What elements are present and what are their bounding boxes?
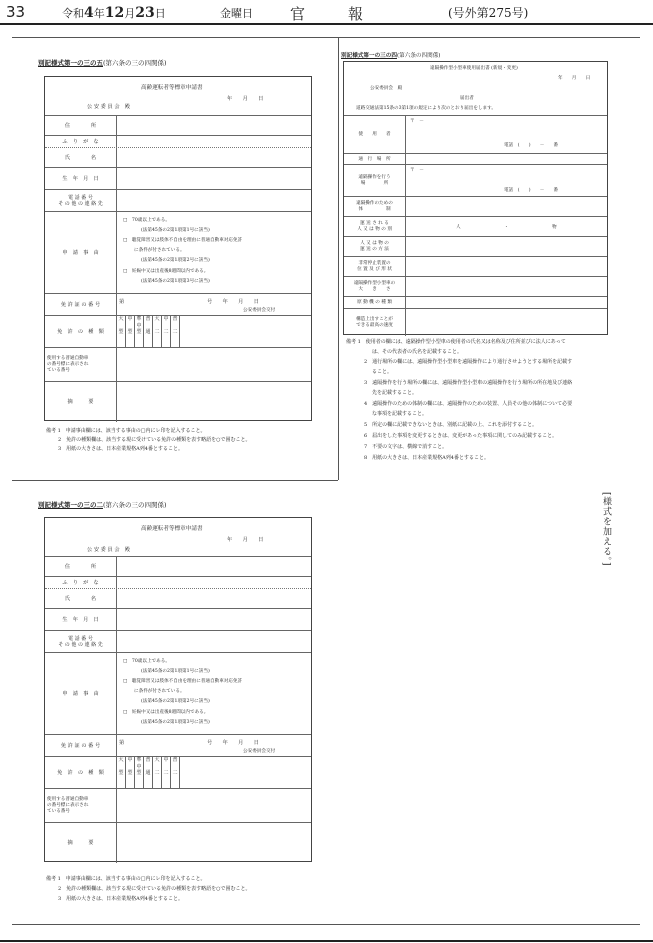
form-a-license-grid[interactable]: 大 型 中 型 準 中 型 普 通 大 二 中 二 普 二	[117, 316, 180, 348]
form-b-reason-1[interactable]: □ 70歳以上である。	[123, 659, 170, 664]
weekday: 金曜日	[220, 7, 253, 20]
form-a-addressee: 公 安 委 員 会 殿	[87, 104, 130, 110]
form-a-row-license-no: 免 許 証 の 番 号	[45, 294, 117, 316]
form-c-note-4: 4 遠隔操作のための体制の欄には、遠隔操作のための装置、人員その他の体制について必要	[364, 401, 573, 407]
form-c-note-8: 8 用紙の大きさは、日本産業規格A列4番とすること。	[364, 455, 489, 461]
form-a-row-reason: 申 請 事 由	[45, 212, 117, 294]
form-c-row-system: 遠隔操作のための 体 制	[344, 197, 406, 217]
paper-name: 官 報	[290, 5, 378, 23]
form-b-heading: 別記様式第一の三の二(第六条の三の四関係)	[38, 501, 167, 509]
form-b-label: 別記様式第一の三の二	[38, 501, 103, 509]
form-a-heading: 別記様式第一の三の五(第六条の三の四関係)	[38, 59, 167, 67]
form-b-row-license-no: 免 許 証 の 番 号	[45, 735, 117, 757]
form-b-box: 高齢運転者等標章申請書 年 月 日 公 安 委 員 会 殿 住 所 ふ り が な 氏 名 生 年 月 日 電 話 番 号 そ の 他 の 連 絡 先 申 請 事 由 □ 70歳以上である。 (法第45条の2第1項第1号に該当) □ 聴覚障害又は肢体不自由を理由に普通自動車対応免許 に条件が付されている。 (法第45条の2第1項第2号に該当) □ 妊娠中又は出産後8週間以内である。 (法第45条の2第1項第3号に該当) 免 許 証 の 番 号 第 号 年 月 日 公安委員会交付 免 許 の 種 類 大 型 中 型 準 中 型 普 通 大 二 中 二 普 二 使用する普通自動車 の番号標に表示され ている番号 摘 要	[44, 517, 312, 862]
form-a-label: 別記様式第一の三の五	[38, 59, 103, 67]
issue-number: (号外第275号)	[448, 6, 529, 20]
form-c-heading: 別記様式第一の三の四(第六条の四関係)	[341, 53, 441, 59]
form-b-date: 年 月 日	[227, 537, 264, 543]
frame-divider	[338, 37, 339, 480]
form-c-row-user: 使 用 者	[344, 116, 406, 154]
form-b-license-grid[interactable]: 大 型 中 型 準 中 型 普 通 大 二 中 二 普 二	[117, 757, 180, 789]
form-a-title: 高齢運転者等標章申請書	[141, 85, 203, 91]
form-a-row-plate: 使用する普通自動車 の番号標に表示され ている番号	[45, 348, 117, 382]
form-a-row-remarks: 摘 要	[45, 382, 117, 422]
page-header	[0, 0, 653, 24]
form-c-date: 年 月 日	[558, 76, 591, 81]
form-c-note-5: 5 所定の欄に記載できないときは、別紙に記載の上、これを添付すること。	[364, 422, 538, 428]
form-b-row-contact: 電 話 番 号 そ の 他 の 連 絡 先	[45, 631, 117, 653]
form-c-statement: 道路交通法第15条の3第1項の規定により次のとおり届出をします。	[356, 106, 496, 111]
form-c-note-7: 7 不要の文字は、横線で消すこと。	[364, 444, 448, 450]
form-a-note-2: 2 免許の種類欄は、該当する現に受けている免許の種類を表す略語を○で囲むこと。	[58, 437, 251, 443]
form-c-note-2: 2 通行場所の欄には、遠隔操作型小型車を遠隔操作により通行させようとする場所を記載す	[364, 359, 573, 365]
issue-date: 令和4年12月23日	[62, 5, 166, 21]
form-a-note-3: 3 用紙の大きさは、日本産業規格A列4番とすること。	[58, 446, 183, 452]
form-b-note-1: 備考 1 申請事由欄には、該当する事由の□内にレ印を記入すること。	[46, 876, 206, 882]
form-b-note-3: 3 用紙の大きさは、日本産業規格A列4番とすること。	[58, 896, 183, 902]
frame-middle-rule	[12, 480, 338, 481]
form-b-addressee: 公 安 委 員 会 殿	[87, 547, 130, 553]
form-a-row-name: 氏 名	[45, 148, 117, 168]
form-a-note-1: 備考 1 申請事由欄には、該当する事由の□内にレ印を記入すること。	[46, 428, 206, 434]
form-a-row-furigana: ふ り が な	[45, 136, 117, 148]
header-rule	[0, 23, 653, 25]
form-a-reason-1[interactable]: □ 70歳以上である。	[123, 218, 170, 223]
form-a-reason-3[interactable]: □ 妊娠中又は出産後8週間以内である。	[123, 269, 209, 274]
form-b-reason-2[interactable]: □ 聴覚障害又は肢体不自由を理由に普通自動車対応免許	[123, 679, 243, 684]
form-b-row-furigana: ふ り が な	[45, 577, 117, 589]
form-a-row-license-type: 免 許 の 種 類	[45, 316, 117, 348]
form-b-row-remarks: 摘 要	[45, 823, 117, 863]
form-b-title: 高齢運転者等標章申請書	[141, 526, 203, 532]
form-c-row-route: 通 行 場 所	[344, 154, 406, 165]
page-number: 33	[6, 3, 26, 21]
form-b-row-plate: 使用する普通自動車 の番号標に表示され ている番号	[45, 789, 117, 823]
form-c-submitter: 届出者	[460, 96, 474, 101]
form-a-reason-2[interactable]: □ 聴覚障害又は肢体不自由を理由に普通自動車対応免許	[123, 238, 243, 243]
form-c-row-remote-place: 遠隔操作を行う 場 所	[344, 165, 406, 197]
form-c-title: 遠隔操作型小型車使用届出書 (新規・変更)	[430, 66, 518, 71]
form-a-row-contact: 電 話 番 号 そ の 他 の 連 絡 先	[45, 190, 117, 212]
form-a-row-birthdate: 生 年 月 日	[45, 168, 117, 190]
frame-top-rule	[12, 37, 640, 38]
form-c-row-size: 遠隔操作型小型車の 大 き さ	[344, 277, 406, 297]
form-b-row-reason: 申 請 事 由	[45, 653, 117, 735]
form-b-note-2: 2 免許の種類欄は、該当する現に受けている免許の種類を表す略語を○で囲むこと。	[58, 886, 251, 892]
form-b-row-address: 住 所	[45, 557, 117, 577]
frame-bottom-rule	[12, 924, 640, 925]
form-b-row-license-type: 免 許 の 種 類	[45, 757, 117, 789]
form-c-note-1: 備考 1 使用者の欄には、遠隔操作型小型車の使用者の氏名又は名称及び住所並びに法人にあって	[346, 339, 566, 345]
insert-forms-note: [様式を加える。]	[601, 492, 611, 567]
page-bottom-rule	[0, 940, 653, 942]
form-b-reason-3[interactable]: □ 妊娠中又は出産後8週間以内である。	[123, 710, 209, 715]
form-c-addressee: 公安委員会 殿	[370, 86, 403, 91]
form-c-box: 遠隔操作型小型車使用届出書 (新規・変更) 年 月 日 公安委員会 殿 届出者 道路交通法第15条の3第1項の規定により次のとおり届出をします。 使 用 者 〒 － 電話 ( ) － 番 通 行 場 所 遠隔操作を行う 場 所 〒 － 電話 ( ) － 番 遠隔操作のための 体 制 運 送 さ れ る 人 又 は 物 の 別 人 ・ 物 人 又 は 物 の 運 送 の 方 法 非常停止装置の 位 置 及 び 形 状 遠隔操作型小型車の 大 き さ 原 動 機 の 種 類 構造上出すことが できる最高の速度	[343, 61, 608, 335]
form-a-row-address: 住 所	[45, 116, 117, 136]
form-b-row-birthdate: 生 年 月 日	[45, 609, 117, 631]
form-c-row-motor: 原 動 機 の 種 類	[344, 297, 406, 309]
form-c-note-6: 6 届出をした事項を変更するときは、変更があった事項に関してのみ記載すること。	[364, 433, 558, 439]
form-b-row-name: 氏 名	[45, 589, 117, 609]
form-c-row-method: 人 又 は 物 の 運 送 の 方 法	[344, 237, 406, 257]
form-a-date: 年 月 日	[227, 96, 264, 102]
form-c-row-speed: 構造上出すことが できる最高の速度	[344, 309, 406, 336]
form-c-row-cargo-type: 運 送 さ れ る 人 又 は 物 の 別	[344, 217, 406, 237]
form-c-note-3: 3 遠隔操作を行う場所の欄には、遠隔操作型小型車の遠隔操作を行う場所の所在地及び連絡	[364, 380, 573, 386]
form-c-row-estop: 非常停止装置の 位 置 及 び 形 状	[344, 257, 406, 277]
form-a-box: 高齢運転者等標章申請書 年 月 日 公 安 委 員 会 殿 住 所 ふ り が な 氏 名 生 年 月 日 電 話 番 号 そ の 他 の 連 絡 先 申 請 事 由 □ 70歳以上である。 (法第45条の2第1項第1号に該当) □ 聴覚障害又は肢体不自由を理由に普通自動車対応免許 に条件が付されている。 (法第45条の2第1項第2号に該当) □ 妊娠中又は出産後8週間以内である。 (法第45条の2第1項第3号に該当) 免 許 証 の 番 号 第 号 年 月 日 公安委員会交付 免 許 の 種 類 大 型 中 型 準 中 型 普 通 大 二 中 二 普 二 使用する普通自動車 の番号標に表示され ている番号 摘 要	[44, 76, 312, 421]
form-c-label: 別記様式第一の三の四	[341, 53, 397, 59]
